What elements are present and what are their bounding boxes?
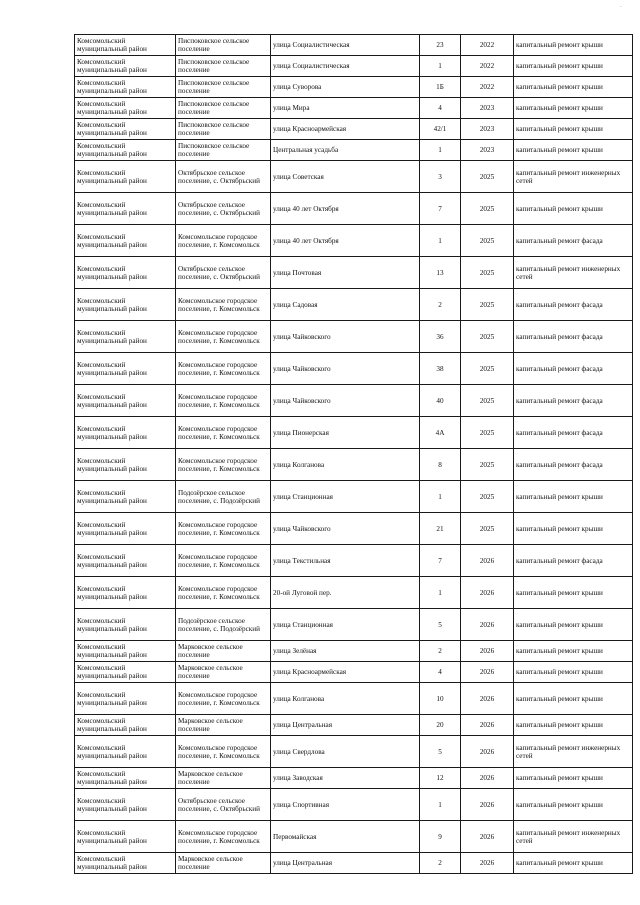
settlement-cell: Комсомольское городское поселение, г. Комсомольск xyxy=(176,821,271,853)
table-row xyxy=(75,98,633,119)
settlement-cell: Комсомольское городское поселение, г. Комсомольск xyxy=(176,449,271,481)
corner-mark: · xyxy=(620,4,622,11)
street-cell: улица Пионерская xyxy=(271,417,420,449)
work-type-cell: капитальный ремонт инженерных сетей xyxy=(514,736,633,768)
settlement-cell: Комсомольское городское поселение, г. Комсомольск xyxy=(176,353,271,385)
settlement-cell: Писпоковское сельское поселение xyxy=(176,35,271,56)
settlement-cell: Писпоковское сельское поселение xyxy=(176,140,271,161)
settlement-cell: Марковское сельское поселение xyxy=(176,641,271,662)
table-row xyxy=(75,35,633,56)
street-cell: улица Советская xyxy=(271,161,420,193)
district-cell: Комсомольский муниципальный район xyxy=(75,161,176,193)
settlement-cell: Писпоковское сельское поселение xyxy=(176,77,271,98)
year-cell: 2025 xyxy=(461,161,514,193)
work-type-cell: капитальный ремонт крыши xyxy=(514,35,633,56)
settlement-cell: Марковское сельское поселение xyxy=(176,715,271,736)
year-cell: 2025 xyxy=(461,481,514,513)
work-type-cell: капитальный ремонт фасада xyxy=(514,449,633,481)
work-type-cell: капитальный ремонт инженерных сетей xyxy=(514,161,633,193)
table-row xyxy=(75,577,633,609)
table-row xyxy=(75,321,633,353)
house-number-cell: 5 xyxy=(420,736,461,768)
street-cell: улица Центральная xyxy=(271,853,420,874)
settlement-cell: Подозёрское сельское поселение, с. Подозёрский xyxy=(176,481,271,513)
house-number-cell: 1Б xyxy=(420,77,461,98)
street-cell: Первомайская xyxy=(271,821,420,853)
work-type-cell: капитальный ремонт фасада xyxy=(514,289,633,321)
district-cell: Комсомольский муниципальный район xyxy=(75,193,176,225)
settlement-cell: Марковское сельское поселение xyxy=(176,768,271,789)
street-cell: улица Красноармейская xyxy=(271,119,420,140)
district-cell: Комсомольский муниципальный район xyxy=(75,641,176,662)
settlement-cell: Комсомольское городское поселение, г. Комсомольск xyxy=(176,736,271,768)
house-number-cell: 1 xyxy=(420,56,461,77)
street-cell: улица Красноармейская xyxy=(271,662,420,683)
house-number-cell: 40 xyxy=(420,385,461,417)
settlement-cell: Писпоковское сельское поселение xyxy=(176,56,271,77)
year-cell: 2025 xyxy=(461,193,514,225)
table-row xyxy=(75,662,633,683)
work-type-cell: капитальный ремонт крыши xyxy=(514,662,633,683)
table-row xyxy=(75,715,633,736)
house-number-cell: 1 xyxy=(420,140,461,161)
settlement-cell: Марковское сельское поселение xyxy=(176,853,271,874)
table-row xyxy=(75,289,633,321)
district-cell: Комсомольский муниципальный район xyxy=(75,77,176,98)
year-cell: 2025 xyxy=(461,417,514,449)
house-number-cell: 38 xyxy=(420,353,461,385)
district-cell: Комсомольский муниципальный район xyxy=(75,609,176,641)
street-cell: улица Почтовая xyxy=(271,257,420,289)
settlement-cell: Октябрьское сельское поселение, с. Октябрьский xyxy=(176,193,271,225)
table-row xyxy=(75,257,633,289)
work-type-cell: капитальный ремонт инженерных сетей xyxy=(514,821,633,853)
district-cell: Комсомольский муниципальный район xyxy=(75,715,176,736)
district-cell: Комсомольский муниципальный район xyxy=(75,98,176,119)
house-number-cell: 7 xyxy=(420,545,461,577)
work-type-cell: капитальный ремонт фасада xyxy=(514,417,633,449)
street-cell: 20-ой Луговой пер. xyxy=(271,577,420,609)
house-number-cell: 13 xyxy=(420,257,461,289)
work-type-cell: капитальный ремонт фасада xyxy=(514,385,633,417)
year-cell: 2025 xyxy=(461,513,514,545)
street-cell: улица Чайковского xyxy=(271,513,420,545)
table-row xyxy=(75,481,633,513)
district-cell: Комсомольский муниципальный район xyxy=(75,821,176,853)
house-number-cell: 8 xyxy=(420,449,461,481)
year-cell: 2022 xyxy=(461,35,514,56)
house-number-cell: 5 xyxy=(420,609,461,641)
house-number-cell: 20 xyxy=(420,715,461,736)
district-cell: Комсомольский муниципальный район xyxy=(75,683,176,715)
street-cell: улица Центральная xyxy=(271,715,420,736)
district-cell: Комсомольский муниципальный район xyxy=(75,768,176,789)
district-cell: Комсомольский муниципальный район xyxy=(75,853,176,874)
house-number-cell: 1 xyxy=(420,481,461,513)
district-cell: Комсомольский муниципальный район xyxy=(75,449,176,481)
table-row xyxy=(75,417,633,449)
district-cell: Комсомольский муниципальный район xyxy=(75,257,176,289)
street-cell: улица Чайковского xyxy=(271,385,420,417)
street-cell: улица Чайковского xyxy=(271,353,420,385)
table-row xyxy=(75,140,633,161)
house-number-cell: 1 xyxy=(420,789,461,821)
district-cell: Комсомольский муниципальный район xyxy=(75,385,176,417)
settlement-cell: Комсомольское городское поселение, г. Комсомольск xyxy=(176,225,271,257)
settlement-cell: Октябрьское сельское поселение, с. Октябрьский xyxy=(176,161,271,193)
year-cell: 2026 xyxy=(461,853,514,874)
year-cell: 2025 xyxy=(461,385,514,417)
work-type-cell: капитальный ремонт крыши xyxy=(514,56,633,77)
year-cell: 2025 xyxy=(461,321,514,353)
year-cell: 2026 xyxy=(461,545,514,577)
house-number-cell: 21 xyxy=(420,513,461,545)
year-cell: 2025 xyxy=(461,449,514,481)
work-type-cell: капитальный ремонт крыши xyxy=(514,789,633,821)
table-row xyxy=(75,821,633,853)
district-cell: Комсомольский муниципальный район xyxy=(75,140,176,161)
house-number-cell: 1 xyxy=(420,225,461,257)
work-type-cell: капитальный ремонт крыши xyxy=(514,193,633,225)
street-cell: улица Текстильная xyxy=(271,545,420,577)
work-type-cell: капитальный ремонт крыши xyxy=(514,119,633,140)
street-cell: улица Мира xyxy=(271,98,420,119)
district-cell: Комсомольский муниципальный район xyxy=(75,577,176,609)
work-type-cell: капитальный ремонт крыши xyxy=(514,140,633,161)
table-row xyxy=(75,513,633,545)
district-cell: Комсомольский муниципальный район xyxy=(75,321,176,353)
table-row xyxy=(75,225,633,257)
table-row xyxy=(75,353,633,385)
settlement-cell: Подозёрское сельское поселение, с. Подозёрский xyxy=(176,609,271,641)
house-number-cell: 3 xyxy=(420,161,461,193)
table-row xyxy=(75,193,633,225)
district-cell: Комсомольский муниципальный район xyxy=(75,662,176,683)
district-cell: Комсомольский муниципальный район xyxy=(75,56,176,77)
work-type-cell: капитальный ремонт фасада xyxy=(514,225,633,257)
house-number-cell: 42/1 xyxy=(420,119,461,140)
year-cell: 2023 xyxy=(461,140,514,161)
work-type-cell: капитальный ремонт фасада xyxy=(514,545,633,577)
district-cell: Комсомольский муниципальный район xyxy=(75,353,176,385)
settlement-cell: Октябрьское сельское поселение, с. Октябрьский xyxy=(176,789,271,821)
settlement-cell: Писпоковское сельское поселение xyxy=(176,98,271,119)
work-type-cell: капитальный ремонт крыши xyxy=(514,715,633,736)
district-cell: Комсомольский муниципальный район xyxy=(75,789,176,821)
street-cell: улица Социалистическая xyxy=(271,35,420,56)
settlement-cell: Комсомольское городское поселение, г. Комсомольск xyxy=(176,683,271,715)
work-type-cell: капитальный ремонт крыши xyxy=(514,768,633,789)
district-cell: Комсомольский муниципальный район xyxy=(75,225,176,257)
housing-repair-table xyxy=(74,34,633,874)
table-row xyxy=(75,77,633,98)
year-cell: 2022 xyxy=(461,56,514,77)
table-row xyxy=(75,119,633,140)
table-row xyxy=(75,683,633,715)
work-type-cell: капитальный ремонт крыши xyxy=(514,641,633,662)
year-cell: 2022 xyxy=(461,77,514,98)
district-cell: Комсомольский муниципальный район xyxy=(75,119,176,140)
year-cell: 2026 xyxy=(461,821,514,853)
street-cell: улица Садовая xyxy=(271,289,420,321)
street-cell: улица 40 лет Октября xyxy=(271,225,420,257)
work-type-cell: капитальный ремонт фасада xyxy=(514,353,633,385)
year-cell: 2025 xyxy=(461,353,514,385)
district-cell: Комсомольский муниципальный район xyxy=(75,417,176,449)
table-row xyxy=(75,768,633,789)
house-number-cell: 23 xyxy=(420,35,461,56)
year-cell: 2025 xyxy=(461,225,514,257)
house-number-cell: 2 xyxy=(420,289,461,321)
table-body xyxy=(75,35,633,874)
work-type-cell: капитальный ремонт крыши xyxy=(514,481,633,513)
year-cell: 2026 xyxy=(461,768,514,789)
year-cell: 2025 xyxy=(461,289,514,321)
year-cell: 2026 xyxy=(461,736,514,768)
work-type-cell: капитальный ремонт крыши xyxy=(514,513,633,545)
street-cell: улица Заводская xyxy=(271,768,420,789)
year-cell: 2026 xyxy=(461,715,514,736)
street-cell: улица Колганова xyxy=(271,449,420,481)
house-number-cell: 4 xyxy=(420,98,461,119)
year-cell: 2026 xyxy=(461,609,514,641)
work-type-cell: капитальный ремонт фасада xyxy=(514,321,633,353)
table-row xyxy=(75,545,633,577)
street-cell: улица Чайковского xyxy=(271,321,420,353)
house-number-cell: 12 xyxy=(420,768,461,789)
house-number-cell: 1 xyxy=(420,577,461,609)
work-type-cell: капитальный ремонт инженерных сетей xyxy=(514,257,633,289)
house-number-cell: 4 xyxy=(420,662,461,683)
settlement-cell: Комсомольское городское поселение, г. Комсомольск xyxy=(176,417,271,449)
district-cell: Комсомольский муниципальный район xyxy=(75,545,176,577)
table-row xyxy=(75,853,633,874)
house-number-cell: 9 xyxy=(420,821,461,853)
table-row xyxy=(75,385,633,417)
street-cell: улица Суворова xyxy=(271,77,420,98)
table-row xyxy=(75,641,633,662)
settlement-cell: Комсомольское городское поселение, г. Комсомольск xyxy=(176,321,271,353)
work-type-cell: капитальный ремонт крыши xyxy=(514,853,633,874)
year-cell: 2023 xyxy=(461,119,514,140)
table-row xyxy=(75,736,633,768)
street-cell: Центральная усадьба xyxy=(271,140,420,161)
year-cell: 2026 xyxy=(461,577,514,609)
street-cell: улица Свердлова xyxy=(271,736,420,768)
district-cell: Комсомольский муниципальный район xyxy=(75,481,176,513)
year-cell: 2026 xyxy=(461,683,514,715)
work-type-cell: капитальный ремонт крыши xyxy=(514,609,633,641)
street-cell: улица Станционная xyxy=(271,481,420,513)
district-cell: Комсомольский муниципальный район xyxy=(75,513,176,545)
street-cell: улица Социалистическая xyxy=(271,56,420,77)
settlement-cell: Писпоковское сельское поселение xyxy=(176,119,271,140)
work-type-cell: капитальный ремонт крыши xyxy=(514,77,633,98)
district-cell: Комсомольский муниципальный район xyxy=(75,736,176,768)
house-number-cell: 7 xyxy=(420,193,461,225)
street-cell: улица Колганова xyxy=(271,683,420,715)
street-cell: улица Станционная xyxy=(271,609,420,641)
house-number-cell: 2 xyxy=(420,853,461,874)
table-row xyxy=(75,789,633,821)
work-type-cell: капитальный ремонт крыши xyxy=(514,98,633,119)
district-cell: Комсомольский муниципальный район xyxy=(75,289,176,321)
street-cell: улица 40 лет Октября xyxy=(271,193,420,225)
house-number-cell: 2 xyxy=(420,641,461,662)
settlement-cell: Комсомольское городское поселение, г. Комсомольск xyxy=(176,385,271,417)
settlement-cell: Комсомольское городское поселение, г. Комсомольск xyxy=(176,577,271,609)
year-cell: 2023 xyxy=(461,98,514,119)
table-row xyxy=(75,449,633,481)
work-type-cell: капитальный ремонт крыши xyxy=(514,577,633,609)
year-cell: 2026 xyxy=(461,789,514,821)
table-row xyxy=(75,56,633,77)
table-row xyxy=(75,161,633,193)
street-cell: улица Спортивная xyxy=(271,789,420,821)
house-number-cell: 10 xyxy=(420,683,461,715)
settlement-cell: Октябрьское сельское поселение, с. Октябрьский xyxy=(176,257,271,289)
house-number-cell: 36 xyxy=(420,321,461,353)
year-cell: 2026 xyxy=(461,662,514,683)
settlement-cell: Комсомольское городское поселение, г. Комсомольск xyxy=(176,513,271,545)
street-cell: улица Зелёная xyxy=(271,641,420,662)
settlement-cell: Комсомольское городское поселение, г. Комсомольск xyxy=(176,289,271,321)
settlement-cell: Комсомольское городское поселение, г. Комсомольск xyxy=(176,545,271,577)
house-number-cell: 4А xyxy=(420,417,461,449)
table-row xyxy=(75,609,633,641)
work-type-cell: капитальный ремонт крыши xyxy=(514,683,633,715)
year-cell: 2025 xyxy=(461,257,514,289)
settlement-cell: Марковское сельское поселение xyxy=(176,662,271,683)
district-cell: Комсомольский муниципальный район xyxy=(75,35,176,56)
year-cell: 2026 xyxy=(461,641,514,662)
